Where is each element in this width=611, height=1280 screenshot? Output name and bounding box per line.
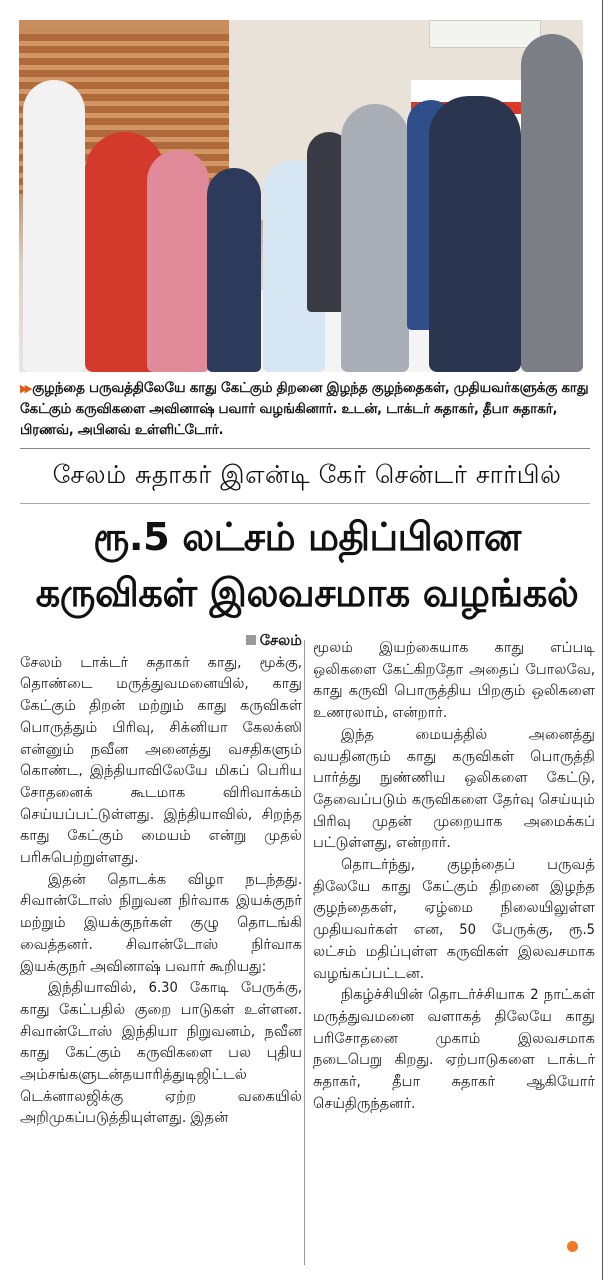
body-paragraph: இந்த மையத்தில் அனைத்து வயதினரும் காது கருவிகள் பொருத்தி பார்த்து நுண்ணிய ஒலிகளை கேட்டு, தேவைப்படும் கருவிகளை தேர்வு செய்யும் பிரிவு முதன் முறையாக அமைக்கப் பட்டுள்ளது, என்றார்.	[313, 725, 595, 852]
person	[341, 104, 409, 372]
kicker: சேலம் சுதாகர் இஎன்டி கேர் சென்டர் சார்பில்	[52, 460, 562, 489]
divider	[20, 503, 590, 504]
dateline-square-icon	[246, 635, 256, 645]
end-mark-icon	[567, 1241, 578, 1252]
person	[429, 96, 521, 372]
dateline	[20, 630, 302, 652]
photo-caption	[20, 378, 590, 441]
divider	[20, 448, 590, 449]
person	[23, 80, 85, 372]
body-paragraph: சேலம் டாக்டர் சுதாகர் காது, மூக்கு, தொண்டை மருத்துவமனையில், காது கேட்கும் திறன் மற்றும் காது கருவிகள் பொருத்தும் பிரிவு, சிக்னியா கேலக்ஸி என்னும் நவீன அனைத்து வசதிகளும் கொண்ட, இந்தியாவிலேயே மிகப் பெரிய சோதனைக் கூடமாக விரிவாக்கம் செய்யப்பட்டுள்ளது. இந்தியாவில், சிறந்த காது கேட்கும் மையம் என்று முதல் பரிசுபெற்றுள்ளது.	[20, 653, 302, 867]
body-paragraph: இந்தியாவில், 6.30 கோடி பேருக்கு, காது கேட்பதில் குறை பாடுகள் உள்ளன. சிவான்டோஸ் இந்தியா நிறுவனம், நவீன காது கேட்கும் கருவிகளை பல புதிய அம்சங்களுடன்தயாரித்துடிஜிட்டல் டெக்னாலஜிக்கு ஏற்ற வகையில் அறிமுகப்படுத்தியுள்ளது. இதன்	[20, 979, 302, 1127]
person	[147, 150, 209, 372]
news-photo	[19, 20, 583, 372]
dateline-text: சேலம்	[259, 632, 302, 649]
caption-marker-icon: ▶▶	[20, 382, 30, 395]
body-paragraph: இதன் தொடக்க விழா நடந்தது. சிவான்டோஸ் நிறுவன நிர்வாக இயக்குநர் மற்றும் இயக்குநர்கள் குழு தொடங்கி வைத்தனர். சிவான்டோஸ் நிர்வாக இயக்குநர் அவினாஷ் பவார் கூறியது:	[20, 870, 302, 975]
page-edge-rule	[602, 0, 603, 1280]
headline-line-2: கருவிகள் இலவசமாக வழங்கல்	[35, 571, 579, 616]
column-divider	[304, 640, 305, 1265]
article-column-2	[313, 637, 595, 1114]
headline-line-1: ரூ.5 லட்சம் மதிப்பிலான	[93, 515, 521, 560]
body-paragraph: நிகழ்ச்சியின் தொடர்ச்சியாக 2 நாட்கள் மருத்துவமனை வளாகத் திலேயே காது பரிசோதனை முகாம் இலவசமாக நடைபெறு கிறது. ஏற்பாடுகளை டாக்டர் சுதாகர், தீபா சுதாகர் ஆகியோர் செய்திருந்தனர்.	[313, 986, 595, 1112]
body-paragraph: மூலம் இயற்கையாக காது எப்படி ஒலிகளை கேட்கிறதோ அதைப் போலவே, காது கருவி பொருத்திய பிறகும் ஒலிகளை உணரலாம், என்றார்.	[313, 639, 595, 722]
headline	[22, 510, 592, 622]
body-paragraph: தொடர்ந்து, குழந்தைப் பருவத் திலேயே காது கேட்கும் திறனை இழந்த குழந்தைகள், ஏழ்மை நிலையிலுள்ள முதியவர்கள் என, 50 பேருக்கு, ரூ.5 லட்சம் மதிப்புள்ள கருவிகள் இலவசமாக வழங்கப்பட்டன.	[313, 856, 595, 982]
person	[521, 34, 583, 372]
air-conditioner	[429, 20, 541, 48]
article-column-1	[20, 630, 302, 1129]
person	[207, 168, 261, 372]
caption-text: குழந்தை பருவத்திலேயே காது கேட்கும் திறனை இழந்த குழந்தைகள், முதியவர்களுக்கு காது கேட்கும் கருவிகளை அவினாஷ் பவார் வழங்கினார். உடன், டாக்டர் சுதாகர், தீபா சுதாகர், பிரணவ், அபினவ் உள்ளிட்டோர்.	[20, 381, 589, 438]
